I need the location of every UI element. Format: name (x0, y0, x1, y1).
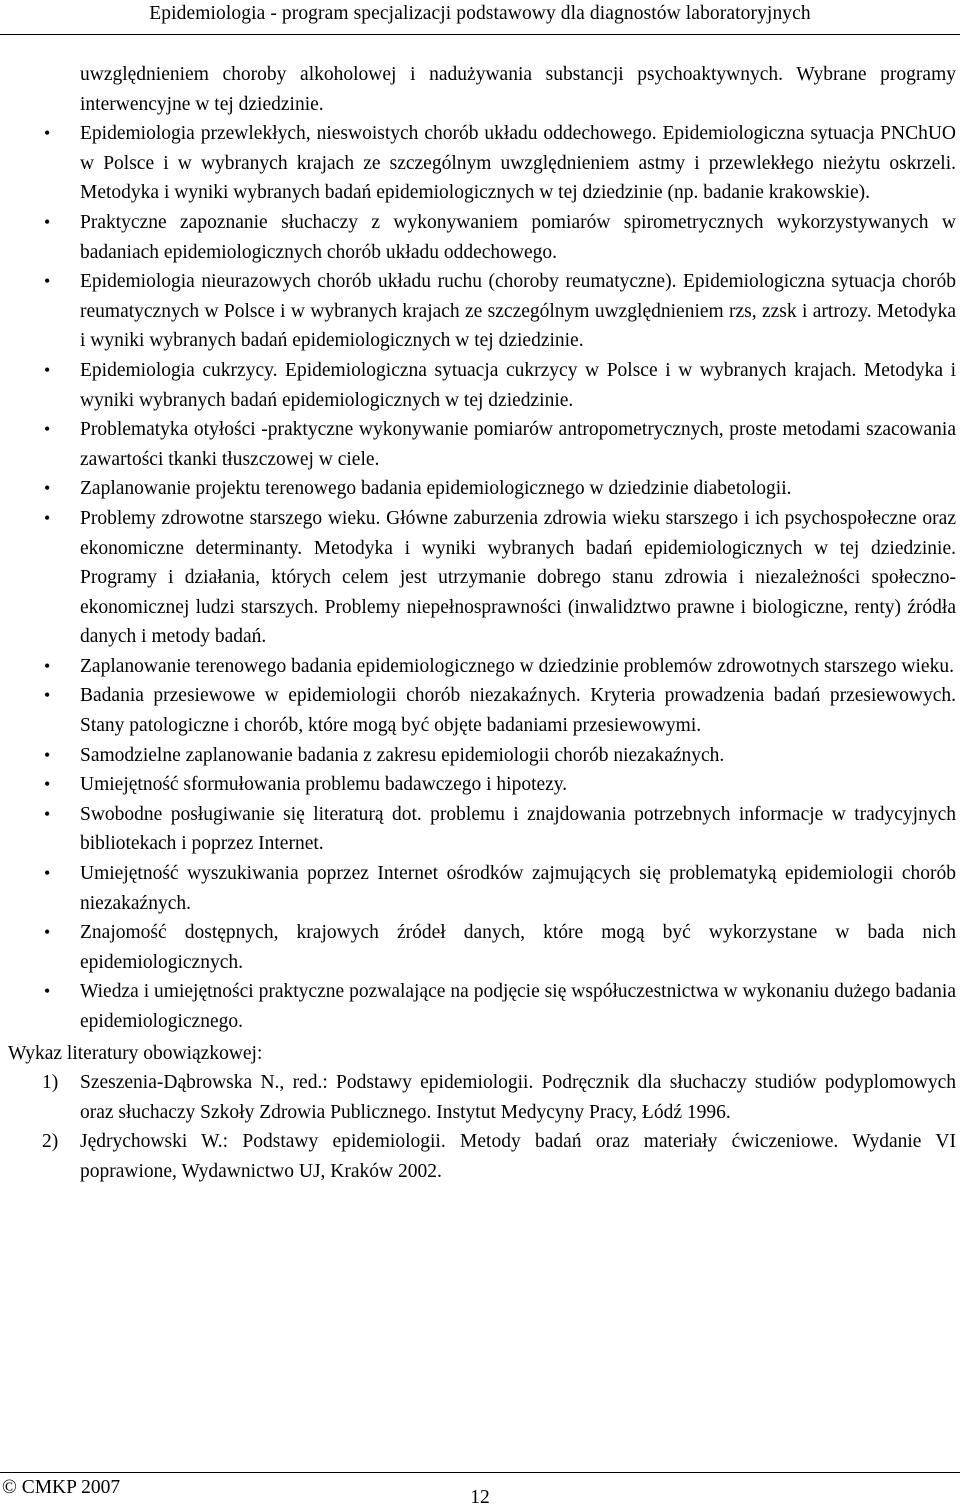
bullet-icon: • (44, 211, 51, 232)
list-item-text: Zaplanowanie terenowego badania epidemiologicznego w dziedzinie problemów zdrowotnych starszego wieku. (80, 655, 954, 677)
literature-heading: Wykaz literatury obowiązkowej: (8, 1042, 263, 1064)
page-header (0, 0, 960, 35)
bullet-icon: • (44, 922, 51, 943)
bullet-icon: • (44, 271, 51, 292)
list-item (8, 741, 956, 771)
document-body (8, 60, 956, 1187)
list-item (8, 800, 956, 859)
list-item (8, 208, 956, 267)
list-item-text: Epidemiologia przewlekłych, nieswoistych chorób układu oddechowego. Epidemiologiczna sytuacja PNChUO w Polsce i w wybranych krajach ze szczególnym uwzględnieniem astmy i przewlekłego nieżytu oskrzeli. Metodyka i wyniki wybranych badań epidemiologicznych w tej dziedzinie (np. badanie krakowskie). (80, 123, 956, 204)
list-item (8, 770, 956, 800)
literature-item-text: Szeszenia-Dąbrowska N., red.: Podstawy epidemiologii. Podręcznik dla słuchaczy studiów podyplomowych oraz słuchaczy Szkoły Zdrowia Publicznego. Instytut Medycyny Pracy, Łódź 1996. (80, 1072, 956, 1123)
bullet-icon: • (44, 863, 51, 884)
list-item (8, 652, 956, 682)
bullet-icon: • (44, 419, 51, 440)
list-item-text: Wiedza i umiejętności praktyczne pozwalające na podjęcie się współuczestnictwa w wykonaniu dużego badania epidemiologicznego. (80, 981, 956, 1032)
list-item-text: uwzględnieniem choroby alkoholowej i nadużywania substancji psychoaktywnych. Wybrane programy interwencyjne w tej dziedzinie. (80, 64, 956, 115)
list-item (8, 681, 956, 740)
page-number: 12 (470, 1487, 490, 1508)
literature-item-number: 2) (42, 1131, 59, 1153)
list-item-text: Badania przesiewowe w epidemiologii chorób niezakaźnych. Kryteria prowadzenia badań przesiewowych. Stany patologiczne i chorób, które mogą być objęte badaniami przesiewowymi. (80, 685, 956, 737)
literature-item (8, 1127, 956, 1186)
bullet-icon: • (44, 685, 51, 706)
bullet-icon: • (44, 478, 51, 499)
list-item-text: Umiejętność wyszukiwania poprzez Internet ośrodków zajmujących się problematyką epidemiologii chorób niezakaźnych. (80, 863, 956, 914)
list-item (8, 504, 956, 652)
list-item-text: Umiejętność sformułowania problemu badawczego i hipotezy. (80, 774, 568, 796)
list-item-text: Praktyczne zapoznanie słuchaczy z wykonywaniem pomiarów spirometrycznych wykorzystywanych w badaniach epidemiologicznych chorób układu oddechowego. (80, 211, 956, 263)
list-item-text: Epidemiologia nieurazowych chorób układu ruchu (choroby reumatyczne). Epidemiologiczna sytuacja chorób reumatycznych w Polsce i w wybranych krajach ze szczególnym uwzględnieniem rzs, zzsk i artrozy. Metodyka i wyniki wybranych badań epidemiologicznych w tej dziedzinie. (80, 271, 956, 352)
list-item-text: Swobodne posługiwanie się literaturą dot. problemu i znajdowania potrzebnych informacje w tradycyjnych bibliotekach i poprzez Internet. (80, 803, 956, 855)
list-item-text: Samodzielne zaplanowanie badania z zakresu epidemiologii chorób niezakaźnych. (80, 744, 725, 766)
list-item-text: Epidemiologia cukrzycy. Epidemiologiczna sytuacja cukrzycy w Polsce i w wybranych krajach. Metodyka i wyniki wybranych badań epidemiologicznych w tej dziedzinie. (80, 359, 956, 411)
topic-list (8, 60, 956, 1037)
list-item (8, 859, 956, 918)
list-item (8, 119, 956, 208)
list-item (8, 977, 956, 1036)
bullet-icon: • (44, 655, 51, 676)
literature-list (8, 1068, 956, 1186)
list-item (8, 356, 956, 415)
list-item (8, 415, 956, 474)
literature-item-number: 1) (42, 1072, 59, 1094)
bullet-icon: • (44, 359, 51, 380)
list-item (8, 60, 956, 119)
bullet-icon: • (44, 507, 51, 528)
bullet-icon: • (44, 123, 51, 144)
list-item (8, 474, 956, 504)
literature-item-text: Jędrychowski W.: Podstawy epidemiologii. Metody badań oraz materiały ćwiczeniowe. Wydanie VI poprawione, Wydawnictwo UJ, Kraków 2002. (80, 1131, 956, 1182)
list-item-text: Problemy zdrowotne starszego wieku. Główne zaburzenia zdrowia wieku starszego i ich psychospołeczne oraz ekonomiczne determinanty. Metodyka i wyniki wybranych badań epidemiologicznych w tej dziedzinie. Programy i działania, których celem jest utrzymanie dobrego stanu zdrowia i niezależności społeczno-ekonomicznej ludzi starszych. Problemy niepełnosprawności (inwalidztwo prawne i biologiczne, renty) źródła danych i metody badań. (80, 507, 956, 648)
bullet-icon: • (44, 981, 51, 1002)
page-header-title: Epidemiologia - program specjalizacji podstawowy dla diagnostów laboratoryjnych (149, 3, 811, 24)
page-footer (0, 1472, 960, 1510)
literature-item (8, 1068, 956, 1127)
bullet-icon: • (44, 774, 51, 795)
bullet-icon: • (44, 803, 51, 824)
list-item-text: Problematyka otyłości -praktyczne wykonywanie pomiarów antropometrycznych, proste metodami szacowania zawartości tkanki tłuszczowej w ciele. (80, 419, 956, 470)
bullet-icon: • (44, 744, 51, 765)
list-item (8, 918, 956, 977)
list-item-text: Zaplanowanie projektu terenowego badania epidemiologicznego w dziedzinie diabetologii. (80, 478, 792, 500)
footer-copyright: © CMKP 2007 (2, 1477, 121, 1498)
list-item-text: Znajomość dostępnych, krajowych źródeł danych, które mogą być wykorzystane w bada nich epidemiologicznych. (80, 922, 956, 973)
list-item (8, 267, 956, 356)
